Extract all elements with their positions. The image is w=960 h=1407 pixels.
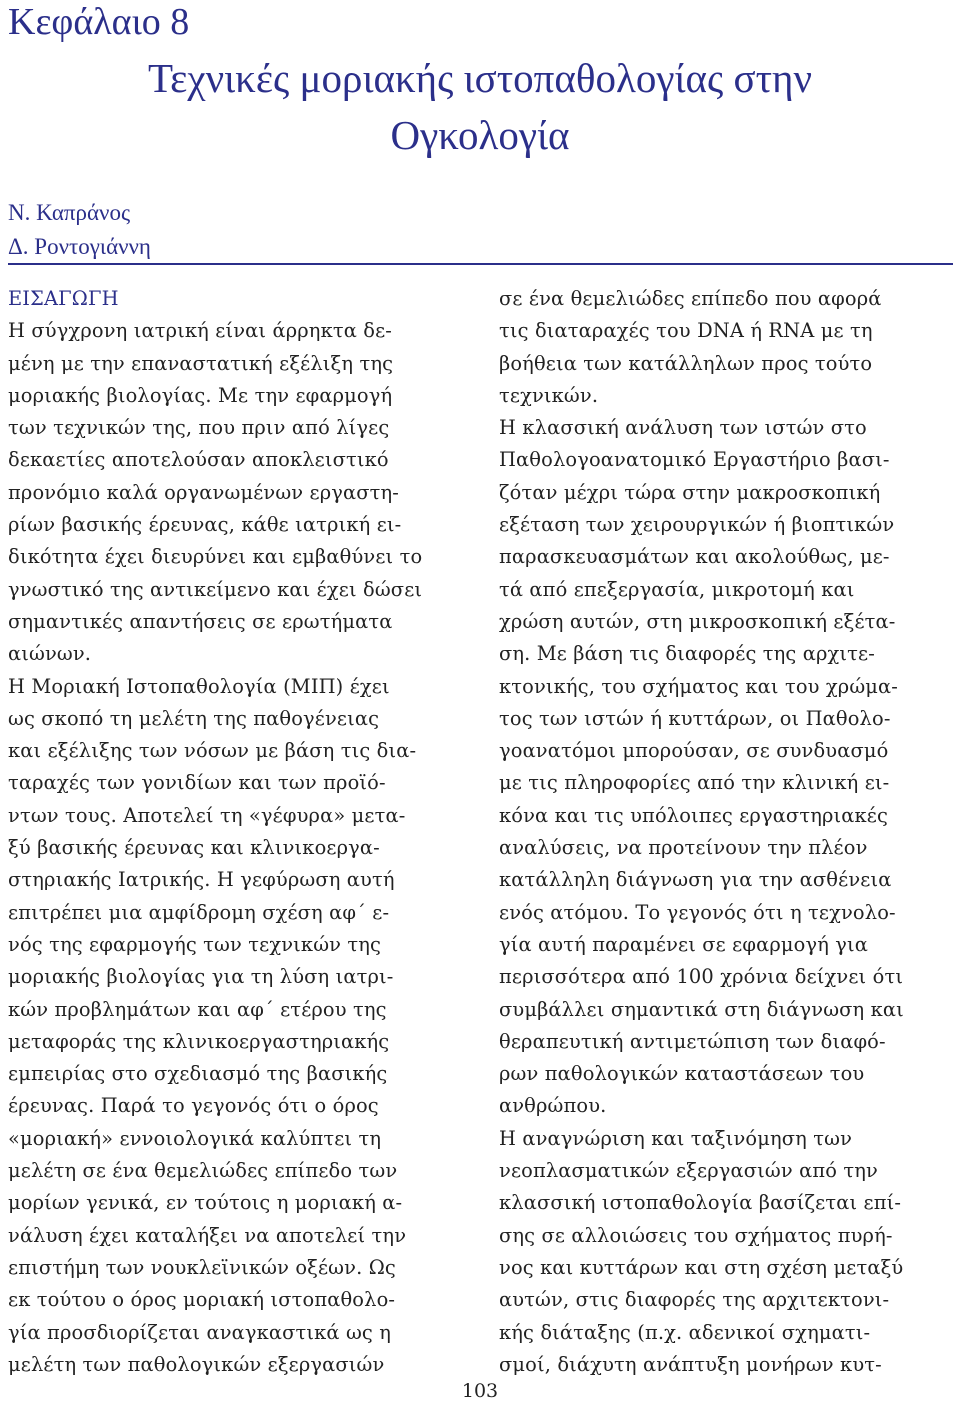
text-line: «μοριακή» εννοιολογικά καλύπτει τη [8, 1126, 382, 1150]
text-line: κών προβλημάτων και αφ΄ ετέρου της [8, 997, 387, 1021]
text-line: ως σκοπό τη μελέτη της παθογένειας [8, 706, 380, 730]
text-line: σμοί, διάχυτη ανάπτυξη μονήρων κυτ- [499, 1352, 882, 1376]
text-line: ταραχές των γονιδίων και των προϊό- [8, 771, 386, 795]
text-line: περισσότερα από 100 χρόνια δείχνει ότι [499, 965, 904, 989]
text-line: Η Μοριακή Ιστοπαθολογία (ΜΙΠ) έχει [8, 674, 390, 698]
left-text-column [8, 283, 460, 1381]
text-line: μοριακής βιολογίας. Με την εφαρμογή [8, 383, 393, 407]
author-list [8, 196, 151, 264]
text-line: παρασκευασμάτων και ακολούθως, με- [499, 545, 890, 569]
text-line: ση. Με βάση τις διαφορές της αρχιτε- [499, 642, 875, 666]
text-line: ενός ατόμου. Το γεγονός ότι η τεχνολο- [499, 900, 896, 924]
chapter-title-line-1: Τεχνικές μοριακής ιστοπαθολογίας στην [147, 55, 813, 101]
text-line: τις διαταραχές του DNA ή RNA με τη [499, 319, 873, 343]
text-line: κής διάταξης (π.χ. αδενικοί σχηματι- [499, 1320, 871, 1344]
text-line: έρευνας. Παρά το γεγονός ότι ο όρος [8, 1094, 379, 1118]
text-line: προνόμιο καλά οργανωμένων εργαστη- [8, 480, 399, 504]
text-line: νεοπλασματικών εξεργασιών από την [499, 1159, 878, 1183]
text-line: νός της εφαρμογής των τεχνικών της [8, 932, 382, 956]
author-name: Δ. Ροντογιάννη [8, 234, 151, 259]
text-line: βοήθεια των κατάλληλων προς τούτο [499, 351, 873, 375]
text-line: των τεχνικών της, που πριν από λίγες [8, 416, 390, 440]
text-line: γοανατόμοι μπορούσαν, σε συνδυασμό [499, 739, 889, 763]
text-line: ντων τους. Αποτελεί τη «γέφυρα» μετα- [8, 803, 406, 827]
text-line: σε ένα θεμελιώδες επίπεδο που αφορά [499, 287, 882, 310]
text-line: αναλύσεις, να προτείνουν την πλέον [499, 836, 868, 860]
text-line: τά από επεξεργασία, μικροτομή και [499, 577, 855, 601]
text-line: εμπειρίας στο σχεδιασμό της βασικής [8, 1062, 388, 1086]
text-line: ρων παθολογικών καταστάσεων του [499, 1062, 865, 1086]
text-line: τεχνικών. [499, 383, 599, 407]
text-line: μεταφοράς της κλινικοεργαστηριακής [8, 1029, 390, 1053]
text-line: δικότητα έχει διευρύνει και εμβαθύνει το [8, 545, 423, 569]
text-line: αυτών, στις διαφορές της αρχιτεκτονι- [499, 1288, 890, 1312]
text-line: εκ τούτου ο όρος μοριακή ιστοπαθολο- [8, 1288, 396, 1312]
page-number: 103 [461, 1380, 499, 1402]
text-line: κατάλληλη διάγνωση για την ασθένεια [499, 868, 892, 892]
header-divider [8, 263, 953, 265]
text-line: γία προσδιορίζεται αναγκαστικά ως η [8, 1320, 392, 1344]
text-line: μοριακής βιολογίας για τη λύση ιατρι- [8, 965, 394, 989]
section-heading: ΕΙΣΑΓΩΓΗ [8, 287, 119, 310]
text-line: τος των ιστών ή κυττάρων, οι Παθολο- [499, 706, 891, 730]
text-line: με τις πληροφορίες από την κλινική ει- [499, 771, 890, 795]
text-line: χρώση αυτών, στη μικροσκοπική εξέτα- [499, 609, 896, 633]
text-line: και εξέλιξης των νόσων με βάση τις δια- [8, 739, 417, 763]
text-line: συμβάλλει σημαντικά στη διάγνωση και [499, 997, 904, 1021]
text-line: αιώνων. [8, 642, 92, 666]
text-line: δεκαετίες αποτελούσαν αποκλειστικό [8, 448, 389, 472]
text-line: Η σύγχρονη ιατρική είναι άρρηκτα δε- [8, 319, 392, 343]
chapter-title-line-2: Ογκολογία [390, 112, 570, 158]
text-line: μορίων γενικά, εν τούτοις η μοριακή α- [8, 1191, 403, 1215]
text-line: ρίων βασικής έρευνας, κάθε ιατρική ει- [8, 513, 402, 537]
text-line: ζόταν μέχρι τώρα στην μακροσκοπική [499, 480, 881, 504]
text-line: νάλυση έχει καταλήξει να αποτελεί την [8, 1223, 407, 1247]
text-line: μελέτη σε ένα θεμελιώδες επίπεδο των [8, 1159, 398, 1183]
text-line: μελέτη των παθολογικών εξεργασιών [8, 1352, 385, 1376]
right-text-column [499, 283, 951, 1381]
text-line: ξύ βασικής έρευνας και κλινικοεργα- [8, 836, 380, 860]
text-line: νος και κυττάρων και στη σχέση μεταξύ [499, 1255, 904, 1279]
text-line: μένη με την επαναστατική εξέλιξη της [8, 351, 394, 375]
text-line: εξέταση των χειρουργικών ή βιοπτικών [499, 513, 895, 537]
chapter-label: Κεφάλαιο 8 [8, 1, 190, 43]
text-line: σημαντικές απαντήσεις σε ερωτήματα [8, 609, 393, 633]
text-line: στηριακής Ιατρικής. Η γεφύρωση αυτή [8, 868, 395, 892]
text-line: κλασσική ιστοπαθολογία βασίζεται επί- [499, 1191, 902, 1215]
text-line: ανθρώπου. [499, 1094, 607, 1118]
text-line: Η κλασσική ανάλυση των ιστών στο [499, 416, 867, 440]
text-line: Η αναγνώριση και ταξινόμηση των [499, 1126, 853, 1150]
text-line: κτονικής, του σχήματος και του χρώμα- [499, 674, 899, 698]
text-line: επιτρέπει μια αμφίδρομη σχέση αφ΄ ε- [8, 900, 390, 924]
text-line: κόνα και τις υπόλοιπες εργαστηριακές [499, 803, 888, 827]
text-line: γία αυτή παραμένει σε εφαρμογή για [499, 932, 869, 956]
text-line: θεραπευτική αντιμετώπιση των διαφό- [499, 1029, 886, 1053]
text-line: επιστήμη των νουκλεϊνικών οξέων. Ως [8, 1255, 396, 1279]
text-line: σης σε αλλοιώσεις του σχήματος πυρή- [499, 1223, 893, 1247]
text-line: Παθολογοανατομικό Εργαστήριο βασι- [499, 448, 890, 472]
text-line: γνωστικό της αντικείμενο και έχει δώσει [8, 577, 423, 601]
author-name: Ν. Καπράνος [8, 200, 131, 225]
